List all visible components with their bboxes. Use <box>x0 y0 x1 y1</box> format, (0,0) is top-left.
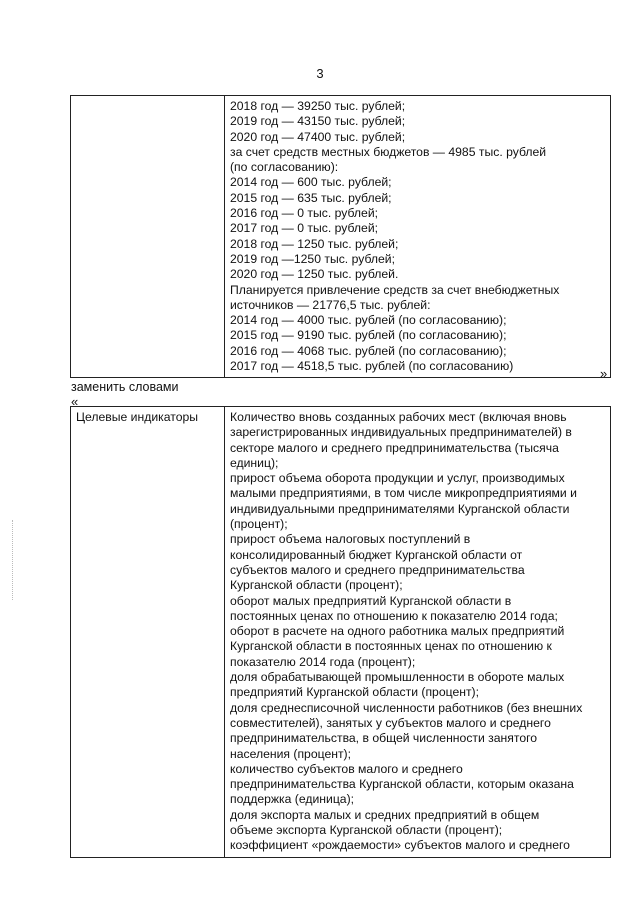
opening-quote: « <box>71 394 79 409</box>
text-line: секторе малого и среднего предпринимательства (тысяча <box>230 440 559 455</box>
text-line: 2018 год — 1250 тыс. рублей; <box>230 236 399 251</box>
text-line: 2016 год — 0 тыс. рублей; <box>230 206 379 221</box>
text-line: 2020 год — 1250 тыс. рублей. <box>230 267 399 282</box>
text-line: (по согласованию): <box>230 160 339 175</box>
text-line: населения (процент); <box>230 746 351 761</box>
text-line: доля экспорта малых и средних предприятий в общем <box>230 807 540 822</box>
text-line: количество субъектов малого и среднего <box>230 761 463 776</box>
funding-text-cell <box>225 96 611 378</box>
indicators-label-cell <box>71 407 225 858</box>
text-line: Курганской области в постоянных ценах по отношению к <box>230 639 552 654</box>
text-line: Количество вновь созданных рабочих мест (включая вновь <box>230 410 567 424</box>
closing-quote: » <box>600 366 608 381</box>
margin-mark <box>12 520 17 600</box>
indicators-text-cell <box>225 407 611 858</box>
text-line: 2015 год — 9190 тыс. рублей (по согласованию); <box>230 328 507 343</box>
text-line: 2016 год — 4068 тыс. рублей (по согласованию); <box>230 343 507 358</box>
text-line: доля среднесписочной численности работников (без внешних <box>230 700 583 715</box>
text-line: предприятий Курганской области (процент); <box>230 685 479 700</box>
funding-table <box>70 95 611 378</box>
text-line: показателю 2014 года (процент); <box>230 654 416 669</box>
text-line: прирост объема оборота продукции и услуг, производимых <box>230 471 565 486</box>
replace-phrase: заменить словами <box>71 380 179 394</box>
text-line: источников — 21776,5 тыс. рублей: <box>230 297 431 312</box>
indicators-label: Целевые индикаторы <box>76 410 199 424</box>
text-line: малыми предприятиями, в том числе микропредприятиями и <box>230 486 577 501</box>
text-line: 2017 год — 0 тыс. рублей; <box>230 221 379 236</box>
text-line: 2019 год — 43150 тыс. рублей; <box>230 114 406 129</box>
text-line: единиц); <box>230 455 279 470</box>
text-line: Курганской области (процент); <box>230 578 403 593</box>
text-line: объеме экспорта Курганской области (процент); <box>230 823 503 838</box>
text-line: 2015 год — 635 тыс. рублей; <box>230 190 392 205</box>
text-line: Планируется привлечение средств за счет внебюджетных <box>230 282 560 297</box>
empty-label-cell <box>71 96 225 378</box>
text-line: совместителей), занятых у субъектов малого и среднего <box>230 715 551 730</box>
text-line: 2014 год — 600 тыс. рублей; <box>230 175 392 190</box>
page-number: 3 <box>316 66 324 81</box>
text-line: за счет средств местных бюджетов — 4985 тыс. рублей <box>230 144 547 159</box>
text-line: оборот малых предприятий Курганской области в <box>230 593 512 608</box>
text-line: 2019 год —1250 тыс. рублей; <box>230 251 395 266</box>
text-line: прирост объема налоговых поступлений в <box>230 532 471 547</box>
text-line: консолидированный бюджет Курганской области от <box>230 547 523 562</box>
text-line: постоянных ценах по отношению к показателю 2014 года; <box>230 608 558 623</box>
indicators-table <box>70 406 611 858</box>
text-line: 2014 год — 4000 тыс. рублей (по согласованию); <box>230 313 507 328</box>
funding-lines <box>225 96 610 377</box>
text-line: предпринимательства, в общей численности занятого <box>230 731 538 746</box>
text-line: субъектов малого и среднего предпринимательства <box>230 562 525 577</box>
text-line: 2018 год — 39250 тыс. рублей; <box>230 99 406 113</box>
text-line: зарегистрированных индивидуальных предпринимателей) в <box>230 425 572 440</box>
text-line: 2020 год — 47400 тыс. рублей; <box>230 129 406 144</box>
text-line: предпринимательства Курганской области, которым оказана <box>230 777 574 792</box>
text-line: индивидуальными предпринимателями Курганской области <box>230 501 570 516</box>
text-line: коэффициент «рождаемости» субъектов малого и среднего <box>230 838 570 853</box>
text-line: доля обрабатывающей промышленности в обороте малых <box>230 670 565 685</box>
text-line: (процент); <box>230 517 288 532</box>
indicators-lines <box>225 407 610 857</box>
text-line: поддержка (единица); <box>230 792 355 807</box>
text-line: 2017 год — 4518,5 тыс. рублей (по согласованию) <box>230 359 514 374</box>
text-line: оборот в расчете на одного работника малых предприятий <box>230 624 565 639</box>
